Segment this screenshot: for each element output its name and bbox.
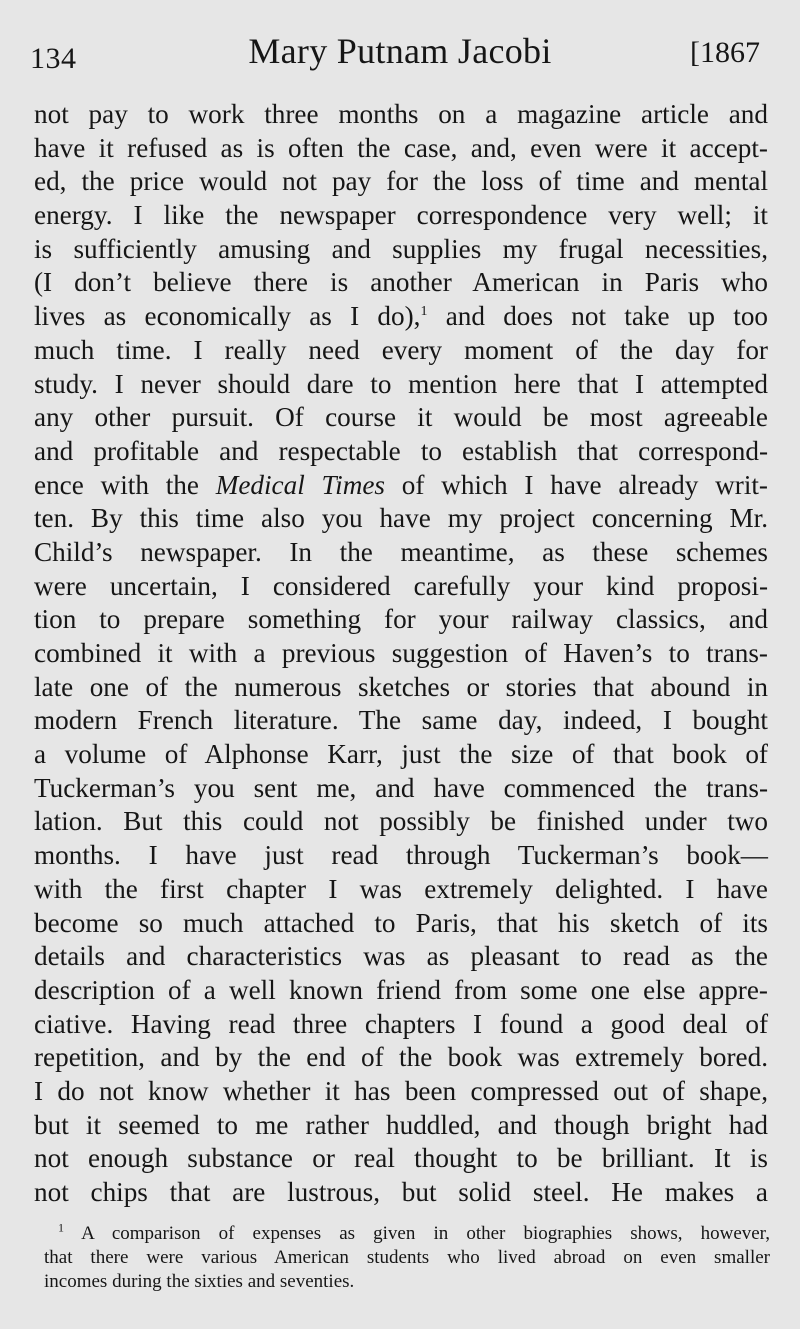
- text-line: [34, 300, 768, 334]
- text-line: ciative. Having read three chapters I found a good deal of: [34, 1008, 768, 1039]
- year-marker: [1867: [690, 36, 760, 69]
- text-line: much time. I really need every moment of the day for: [34, 334, 768, 365]
- text-line: combined it with a previous suggestion of Haven’s to trans-: [34, 638, 768, 668]
- text-line: have it refused as is often the case, and, even were it accept-: [34, 132, 768, 163]
- text-segment: lives as economically as I do),: [34, 301, 421, 332]
- text-line: Tuckerman’s you sent me, and have commenced the trans-: [34, 772, 768, 803]
- footnote-line: that there were various American students who lived abroad on even smaller: [44, 1247, 770, 1268]
- publication-title: Medical Times: [215, 469, 385, 500]
- body-text: [34, 98, 768, 1210]
- text-line: (I don’t believe there is another American in Paris who: [34, 267, 768, 298]
- text-line: any other pursuit. Of course it would be most agreeable: [34, 402, 768, 433]
- text-line: tion to prepare something for your railway classics, and: [34, 604, 768, 635]
- footnote-line: incomes during the sixties and seventies.: [44, 1271, 355, 1292]
- text-line: a volume of Alphonse Karr, just the size of that book of: [34, 739, 768, 770]
- text-line: and profitable and respectable to establish that correspond-: [34, 435, 768, 466]
- text-line: I do not know whether it has been compressed out of shape,: [34, 1075, 768, 1106]
- text-line: Child’s newspaper. In the meantime, as these schemes: [34, 536, 768, 567]
- footnote: [44, 1222, 770, 1294]
- text-line: ten. By this time also you have my project concerning Mr.: [34, 503, 768, 534]
- text-line: description of a well known friend from some one else appre-: [34, 974, 768, 1005]
- text-segment: of which I have already writ-: [385, 469, 768, 500]
- text-line: repetition, and by the end of the book was extremely bored.: [34, 1042, 768, 1073]
- page-header: [30, 30, 770, 80]
- text-line: [34, 469, 768, 503]
- text-segment: and does not take up too: [427, 301, 769, 332]
- text-line: ed, the price would not pay for the loss of time and mental: [34, 166, 768, 197]
- text-line: months. I have just read through Tuckerman’s book—: [34, 840, 768, 871]
- text-line: late one of the numerous sketches or stories that abound in: [34, 671, 768, 702]
- text-line: were uncertain, I considered carefully your kind proposi-: [34, 570, 768, 601]
- footnote-reference[interactable]: 1: [420, 304, 428, 320]
- text-line: not pay to work three months on a magazine article and: [34, 99, 768, 129]
- text-line: but it seemed to me rather huddled, and though bright had: [34, 1109, 768, 1140]
- footnote-mark: 1: [58, 1220, 64, 1235]
- text-line: details and characteristics was as pleasant to read as the: [34, 941, 768, 972]
- text-line: with the first chapter I was extremely delighted. I have: [34, 873, 768, 904]
- text-line: not chips that are lustrous, but solid steel. He makes a: [34, 1177, 768, 1207]
- text-line: modern French literature. The same day, indeed, I bought: [34, 705, 768, 736]
- footnote-text: A comparison of expenses as given in other biographies shows, however,: [81, 1223, 770, 1244]
- text-line: lation. But this could not possibly be finished under two: [34, 806, 768, 837]
- text-line: is sufficiently amusing and supplies my frugal necessities,: [34, 233, 768, 264]
- page-number: 134: [30, 42, 77, 75]
- text-line: not enough substance or real thought to be brilliant. It is: [34, 1143, 768, 1174]
- text-segment: ence with the: [34, 469, 199, 500]
- text-line: energy. I like the newspaper correspondence very well; it: [34, 200, 768, 231]
- running-title: Mary Putnam Jacobi: [248, 31, 552, 71]
- text-line: study. I never should dare to mention here that I attempted: [34, 368, 768, 399]
- footnote-line: [44, 1222, 770, 1246]
- text-line: become so much attached to Paris, that his sketch of its: [34, 907, 768, 938]
